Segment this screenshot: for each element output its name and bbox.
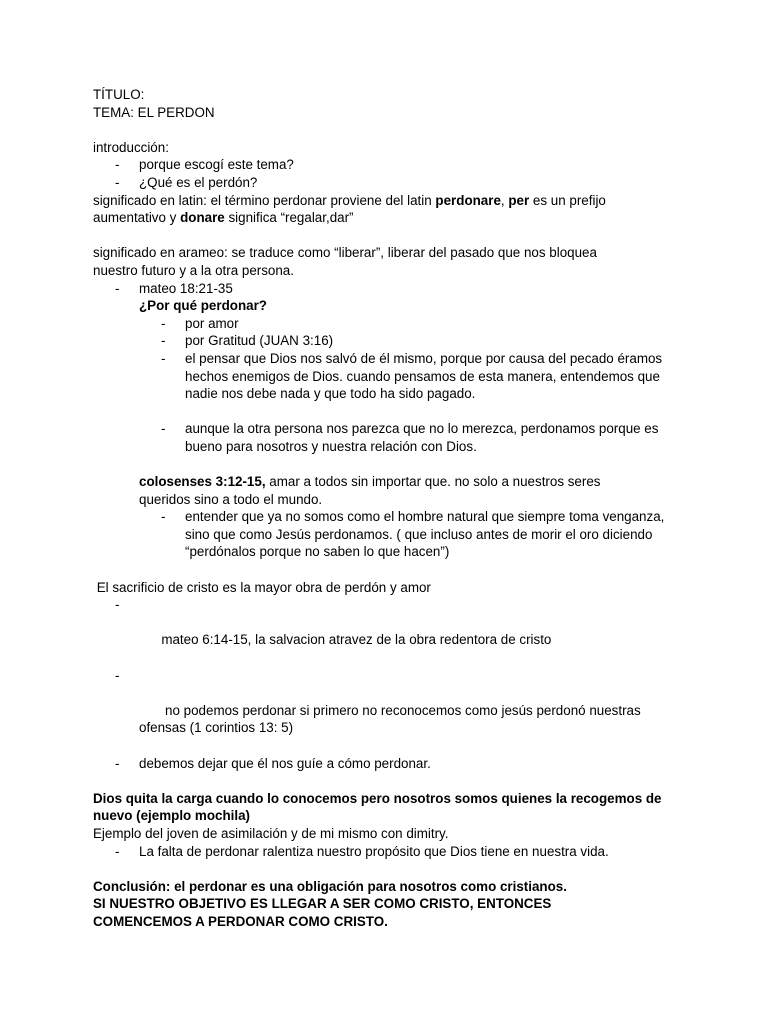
list-item: [93, 174, 693, 192]
list-item-text: por Gratitud (JUAN 3:16): [185, 333, 334, 349]
list-item-text: ¿Qué es el perdón?: [139, 174, 258, 190]
bullet-dash: -: [161, 333, 166, 349]
spacer: [93, 772, 693, 790]
spacer: [93, 403, 693, 421]
bullet-dash: -: [115, 157, 120, 173]
list-item-text: el pensar que Dios nos salvó de él mismo, porque por causa del pecado éramos hechos enemigos de Dios. cuando pensamos de esta manera, entendemos que nadie nos debe nada y que todo ha sido pagado.: [185, 350, 663, 402]
list-item: [93, 596, 693, 666]
tema-heading: TEMA: EL PERDON: [93, 104, 215, 120]
conclusion-callout: [93, 895, 593, 930]
intro-label: introducción:: [93, 139, 169, 155]
colossians-paragraph: [93, 473, 639, 508]
burden-heading-text: Dios quita la carga cuando lo conocemos pero nosotros somos quienes la recogemos de nuevo (ejemplo mochila): [93, 790, 662, 824]
bullet-dash: -: [115, 667, 120, 683]
list-item: [93, 667, 655, 755]
list-item: [93, 156, 693, 174]
colossians-text: amar a todos sin importar que. no solo a nuestros seres queridos sino a todo el mundo.: [139, 474, 601, 507]
conclusion-callout-text: SI NUESTRO OBJETIVO ES LLEGAR A SER COMO CRISTO, ENTONCES COMENCEMOS A PERDONAR COMO CRISTO.: [93, 896, 552, 929]
list-item: [93, 350, 677, 403]
why-forgive-heading: [93, 297, 693, 315]
list-item-text: mateo 6:14-15, la salvacion atravez de la obra redentora de cristo: [161, 632, 552, 648]
latin-sep: ,: [500, 192, 509, 208]
list-item-text: porque escogí este tema?: [139, 157, 294, 173]
document-body: [93, 86, 693, 931]
bullet-dash: -: [161, 350, 166, 366]
titulo-label: TÍTULO:: [93, 87, 145, 102]
conclusion-text: Conclusión: el perdonar es una obligación para nosotros como cristianos.: [93, 878, 567, 894]
latin-meaning: [93, 192, 641, 227]
list-item: [93, 843, 693, 861]
latin-term-donare: donare: [180, 210, 225, 226]
bullet-dash: -: [115, 280, 120, 296]
conclusion-line: [93, 878, 693, 896]
list-item-text: aunque la otra persona nos parezca que no lo merezca, perdonamos porque es bueno para nosotros y nuestra relación con Dios.: [185, 421, 659, 454]
list-item: [93, 280, 693, 298]
burden-heading: [93, 790, 683, 825]
scripture-reference: colosenses 3:12-15,: [139, 474, 266, 490]
sacrifice-heading: El sacrificio de cristo es la mayor obra de perdón y amor: [93, 579, 431, 595]
list-item: [93, 755, 693, 773]
bullet-dash: -: [161, 315, 166, 331]
list-item-text: La falta de perdonar ralentiza nuestro propósito que Dios tiene en nuestra vida.: [139, 843, 609, 859]
bullet-dash: -: [161, 509, 166, 525]
why-forgive-text: ¿Por qué perdonar?: [139, 298, 267, 314]
spacer: [93, 860, 693, 878]
bullet-dash: -: [115, 174, 120, 190]
list-item-text: entender que ya no somos como el hombre natural que siempre toma venganza, sino que como Jesús perdonamos. ( que incluso antes de morir el oro diciendo “perdónalos porque no saben lo que hacen”): [185, 509, 665, 560]
latin-term-per: per: [508, 192, 530, 208]
bullet-dash: -: [115, 597, 120, 613]
example-line: Ejemplo del joven de asimilación y de mi mismo con dimitry.: [93, 825, 449, 841]
aramaic-meaning: significado en arameo: se traduce como “liberar”, liberar del pasado que nos bloquea nuestro futuro y a la otra persona.: [93, 245, 597, 278]
latin-text-1: significado en latin: el término perdonar proviene del latin: [93, 192, 436, 208]
bullet-dash: -: [115, 755, 120, 771]
latin-text-2: es un prefijo aumentativo y: [93, 192, 606, 226]
spacer: [93, 561, 693, 579]
spacer: [93, 121, 693, 139]
list-item: [93, 315, 693, 333]
list-item-text: no podemos perdonar si primero no reconocemos como jesús perdonó nuestras ofensas (1 corintios 13: 5): [139, 702, 645, 736]
list-item: [93, 332, 693, 350]
latin-term-perdonare: perdonare: [435, 192, 501, 208]
list-item: [93, 420, 683, 455]
list-item: [93, 508, 683, 561]
latin-text-3: significa “regalar,dar”: [224, 210, 354, 226]
spacer: [93, 455, 693, 473]
bullet-dash: -: [161, 421, 166, 437]
bullet-dash: -: [115, 843, 120, 859]
spacer: [93, 227, 693, 245]
list-item-text: debemos dejar que él nos guíe a cómo perdonar.: [139, 755, 431, 771]
list-item-text: por amor: [185, 315, 239, 331]
scripture-reference: mateo 18:21-35: [139, 280, 233, 296]
